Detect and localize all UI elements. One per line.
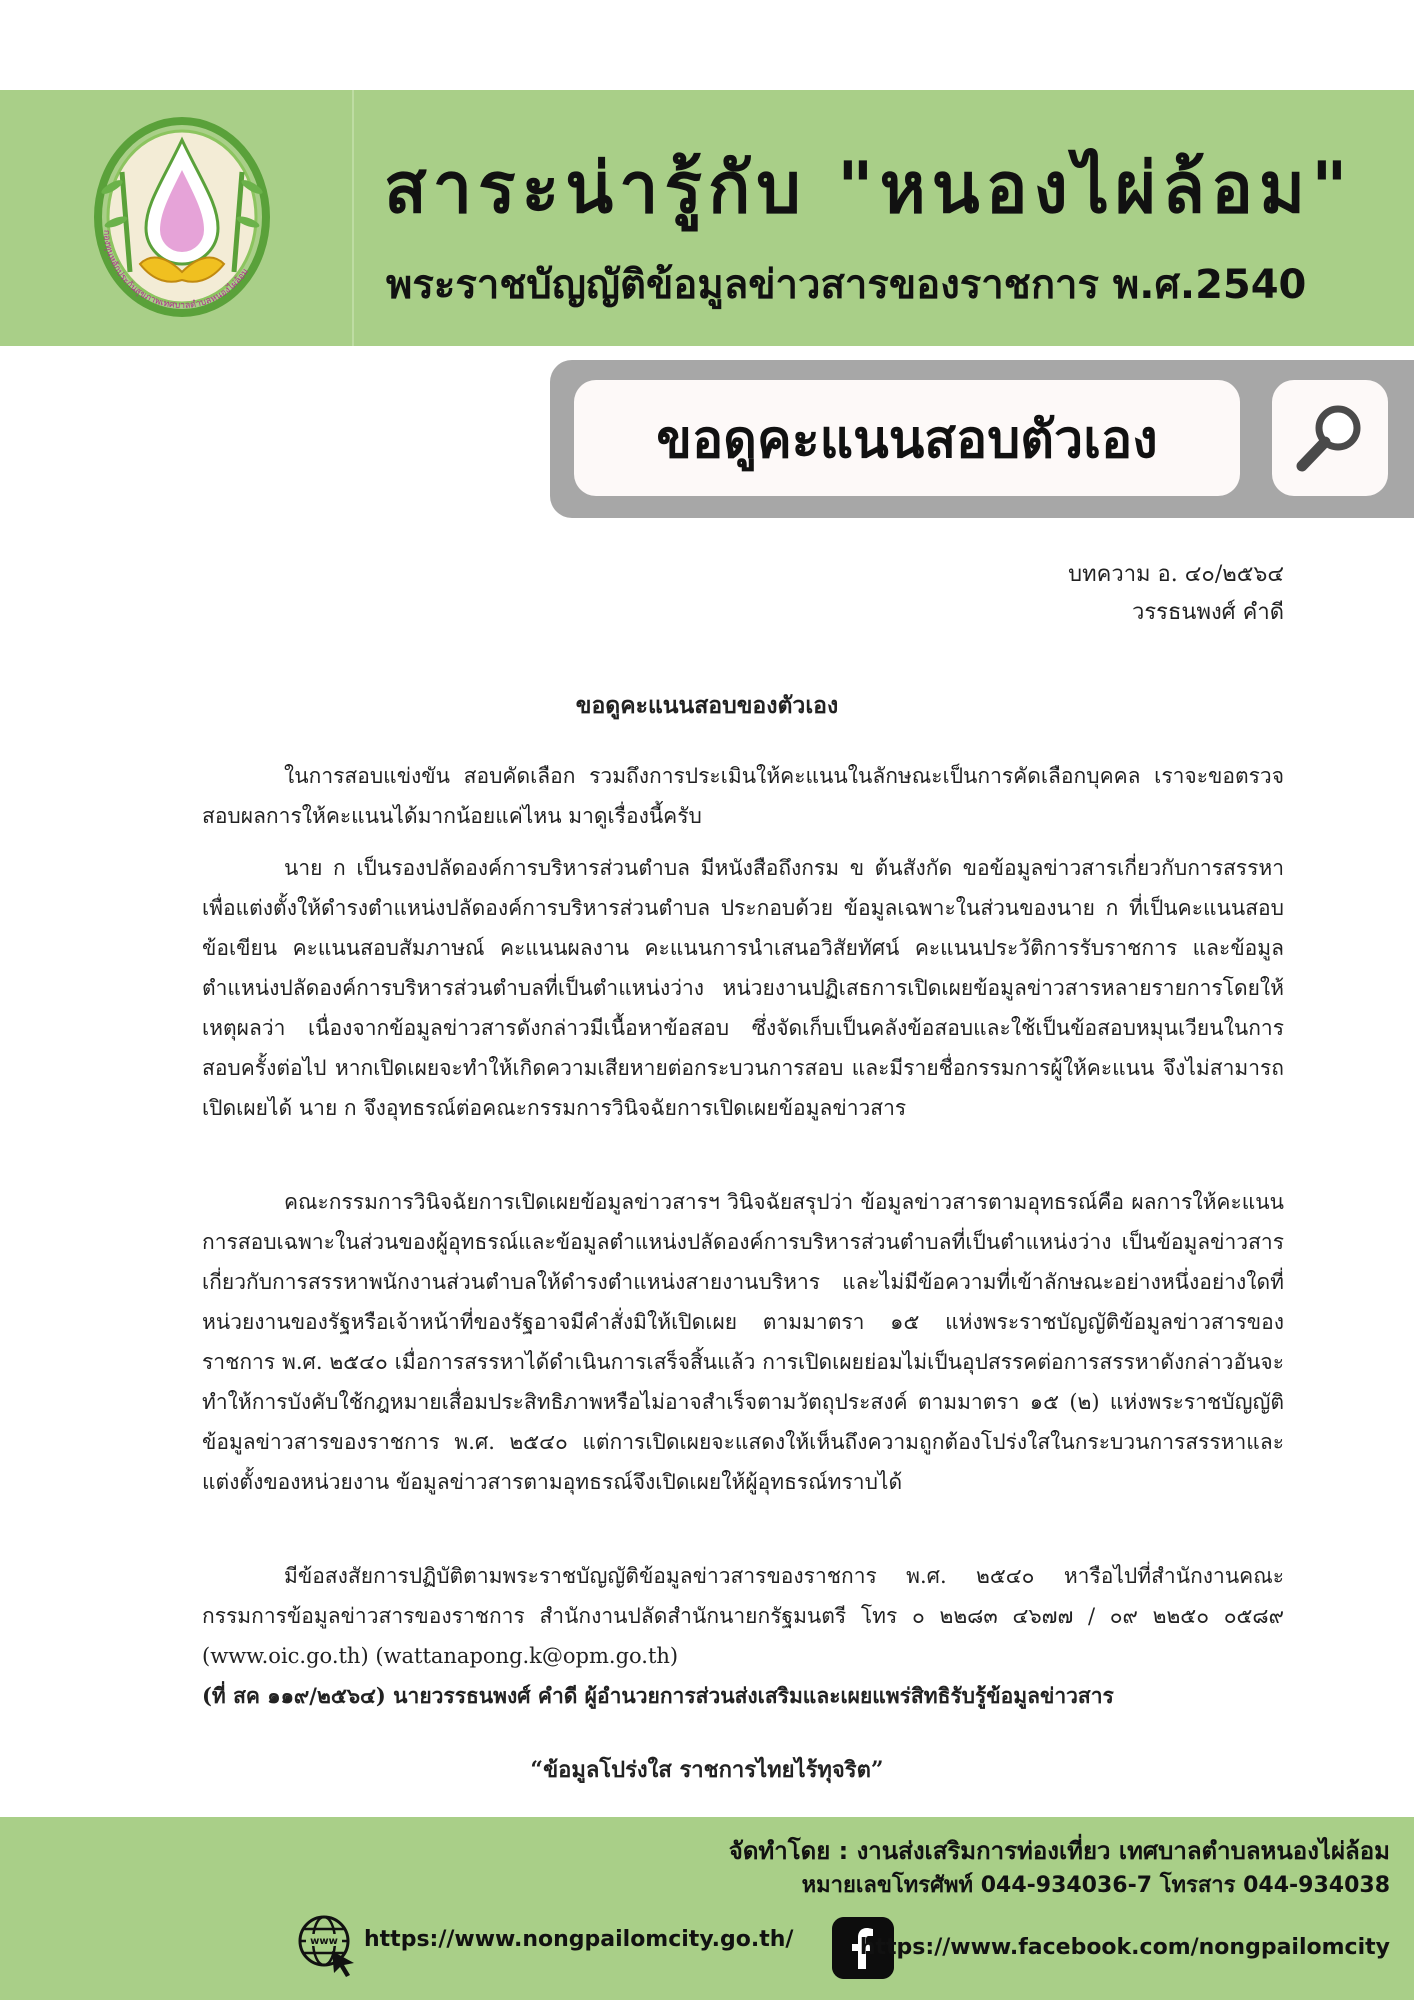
article-code: บทความ อ. ๔๐/๒๕๖๔ (1068, 562, 1284, 587)
search-box[interactable] (574, 380, 1240, 496)
footer-phone: หมายเลขโทรศัพท์ 044-934036-7 โทรสาร 044-934038 (801, 1873, 1390, 1898)
search-icon (1290, 398, 1370, 478)
facebook-link[interactable]: https://www.facebook.com/nongpailomcity (859, 1935, 1390, 1960)
header-band (0, 90, 1414, 346)
paragraph-3 (202, 1182, 1284, 1502)
reference-line: (ที่ สค ๑๑๙/๒๕๖๔) นายวรรธนพงศ์ คำดี ผู้อำนวยการส่วนส่งเสริมและเผยแพร่สิทธิรับรู้ข้อมูลข่าวสาร (202, 1683, 1114, 1708)
paragraph-2-text: นาย ก เป็นรองปลัดองค์การบริหารส่วนตำบล มีหนังสือถึงกรม ข ต้นสังกัด ขอข้อมูลข่าวสารเกี่ยวกับการสรรหาเพื่อแต่งตั้งให้ดำรงตำแหน่งปลัดองค์การบริหารส่วนตำบล ประกอบด้วย ข้อมูลเฉพาะในส่วนของนาย ก ที่เป็นคะแนนสอบข้อเขียน คะแนนสอบสัมภาษณ์ คะแนนผลงาน คะแนนการนำเสนอวิสัยทัศน์ คะแนนประวัติการรับราชการ และข้อมูลตำแหน่งปลัดองค์การบริหารส่วนตำบลที่เป็นตำแหน่งว่าง หน่วยงานปฏิเสธการเปิดเผยข้อมูลข่าวสารหลายรายการโดยให้เหตุผลว่า เนื่องจากข้อมูลข่าวสารดังกล่าวมีเนื้อหาข้อสอบ ซึ่งจัดเก็บเป็นคลังข้อสอบและใช้เป็นข้อสอบหมุนเวียนในการสอบครั้งต่อไป หากเปิดเผยจะทำให้เกิดความเสียหายต่อกระบวนการสอบ และมีรายชื่อกรรมการผู้ให้คะแนน จึงไม่สามารถเปิดเผยได้ นาย ก จึงอุทธรณ์ต่อคณะกรรมการวินิจฉัยการเปิดเผยข้อมูลข่าวสาร (202, 856, 1284, 1120)
footer-organizer: จัดทำโดย : งานส่งเสริมการท่องเที่ยว เทศบาลตำบลหนองไผ่ล้อม (728, 1837, 1390, 1865)
main-title: สาระน่ารู้กับ "หนองไผ่ล้อม" (384, 147, 1354, 229)
svg-text:กองทุนหลักประกันสุขภาพเทศบาลตำ: กองทุนหลักประกันสุขภาพเทศบาลตำบลหนองไผ่ล้อม (100, 229, 251, 312)
search-button[interactable] (1272, 380, 1388, 496)
municipality-logo (82, 112, 282, 322)
paragraph-4 (202, 1556, 1284, 1716)
article-author: วรรธนพงศ์ คำดี (1131, 600, 1284, 625)
logo-cell (0, 90, 354, 346)
website-link[interactable]: https://www.nongpailomcity.go.th/ (364, 1927, 794, 1952)
svg-text:www: www (310, 1936, 338, 1947)
paragraph-1 (202, 756, 1284, 836)
globe-icon (296, 1913, 360, 1977)
search-text: ขอดูคะแนนสอบตัวเอง (656, 409, 1158, 470)
sub-title: พระราชบัญญัติข้อมูลข่าวสารของราชการ พ.ศ.2540 (386, 262, 1307, 308)
paragraph-2 (202, 848, 1284, 1128)
slogan: “ข้อมูลโปร่งใส ราชการไทยไร้ทุจริต” (530, 1757, 884, 1783)
paragraph-3-text: คณะกรรมการวินิจฉัยการเปิดเผยข้อมูลข่าวสารฯ วินิจฉัยสรุปว่า ข้อมูลข่าวสารตามอุทธรณ์คือ ผลการให้คะแนนการสอบเฉพาะในส่วนของผู้อุทธรณ์และข้อมูลตำแหน่งปลัดองค์การบริหารส่วนตำบลที่เป็นตำแหน่งว่าง เป็นข้อมูลข่าวสารเกี่ยวกับการสรรหาพนักงานส่วนตำบลให้ดำรงตำแหน่งสายงานบริหาร และไม่มีข้อความที่เข้าลักษณะอย่างหนึ่งอย่างใดที่หน่วยงานของรัฐหรือเจ้าหน้าที่ของรัฐอาจมีคำสั่งมิให้เปิดเผย ตามมาตรา ๑๕ แห่งพระราชบัญญัติข้อมูลข่าวสารของราชการ พ.ศ. ๒๕๔๐ เมื่อการสรรหาได้ดำเนินการเสร็จสิ้นแล้ว การเปิดเผยย่อมไม่เป็นอุปสรรคต่อการสรรหาดังกล่าวอันจะทำให้การบังคับใช้กฎหมายเสื่อมประสิทธิภาพหรือไม่อาจสำเร็จตามวัตถุประสงค์ ตามมาตรา ๑๕ (๒) แห่งพระราชบัญญัติข้อมูลข่าวสารของราชการ พ.ศ. ๒๕๔๐ แต่การเปิดเผยจะแสดงให้เห็นถึงความถูกต้องโปร่งใสในกระบวนการสรรหาและแต่งตั้งของหน่วยงาน ข้อมูลข่าวสารตามอุทธรณ์จึงเปิดเผยให้ผู้อุทธรณ์ทราบได้ (202, 1190, 1284, 1494)
footer-band (0, 1817, 1414, 2000)
paragraph-4-text: มีข้อสงสัยการปฏิบัติตามพระราชบัญญัติข้อมูลข่าวสารของราชการ พ.ศ. ๒๕๔๐ หารือไปที่สำนักงานคณะกรรมการข้อมูลข่าวสารของราชการ สำนักงานปลัดสำนักนายกรัฐมนตรี โทร ๐ ๒๒๘๓ ๔๖๗๗ / ๐๙ ๒๒๕๐ ๐๕๘๙ (www.oic.go.th) (wattanapong.k@opm.go.th) (202, 1564, 1284, 1668)
search-panel (550, 360, 1414, 518)
paragraph-1-text: ในการสอบแข่งขัน สอบคัดเลือก รวมถึงการประเมินให้คะแนนในลักษณะเป็นการคัดเลือกบุคคล เราจะขอตรวจสอบผลการให้คะแนนได้มากน้อยแค่ไหน มาดูเรื่องนี้ครับ (202, 764, 1284, 828)
document-title: ขอดูคะแนนสอบของตัวเอง (575, 692, 839, 719)
